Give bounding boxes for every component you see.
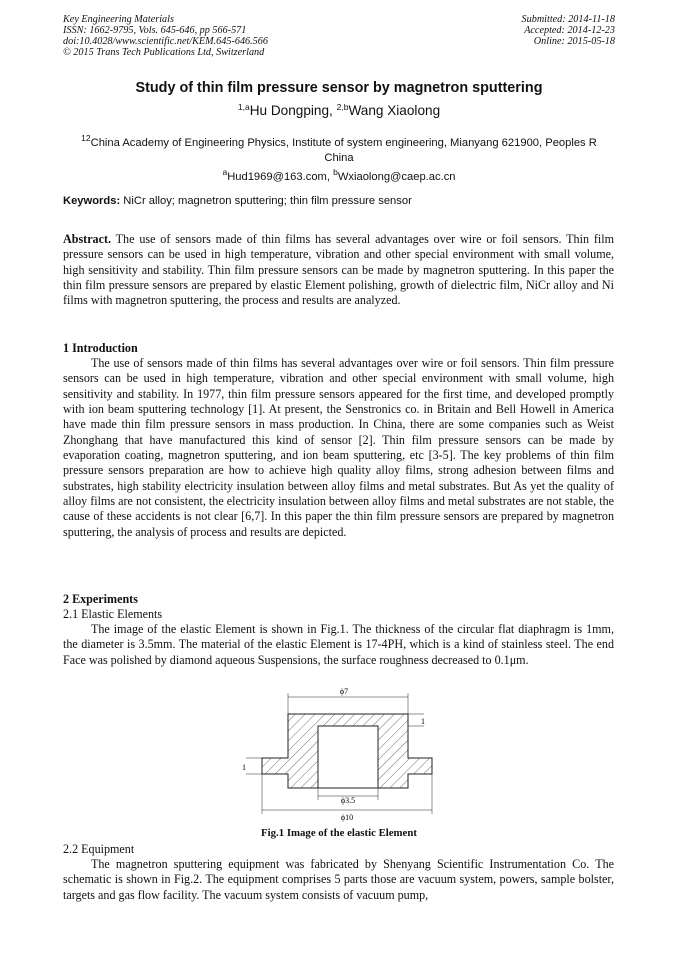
keywords-label: Keywords: xyxy=(63,195,121,207)
section-1-heading: 1 Introduction xyxy=(63,341,138,355)
element-cross-section xyxy=(262,714,432,788)
author-2-name: Wang Xiaolong xyxy=(348,103,441,118)
journal-name: Key Engineering Materials xyxy=(63,14,174,25)
email-b-sup: b xyxy=(333,167,338,177)
date-online: Online: 2015-05-18 xyxy=(533,36,615,47)
date-submitted: Submitted: 2014-11-18 xyxy=(521,14,615,25)
subsection-2-2-text: The magnetron sputtering equipment was fabricated by Shenyang Scientific Instrumentation Co. The schematic is shown in Fig.2. The equipment comprises 5 parts those are vacuum system, powers, sample bolster, targets and gas flow facility. The vacuum system consists of vacuum pump, xyxy=(63,857,614,902)
subsection-2-2-heading: 2.2 Equipment xyxy=(63,842,135,856)
abstract-text: The use of sensors made of thin films has several advantages over wire or foil sensors. Thin film pressure sensors can be used in high temperature, vibration and other special environment with small volume, high sensitivity and stability. Thin film pressure sensors can be made by magnetron sputtering. In this paper the thin film pressure sensors are prepared by elastic Element polishing, growth of dielectric film, NiCr alloy and Ni films with magnetron sputtering, the process and results are analyzed. xyxy=(63,232,614,308)
journal-doi: doi:10.4028/www.scientific.net/KEM.645-646.566 xyxy=(63,36,268,47)
dates-info xyxy=(522,14,615,47)
journal-issn: ISSN: 1662-9795, Vols. 645-646, pp 566-571 xyxy=(63,25,247,36)
paper-title: Study of thin film pressure sensor by magnetron sputtering xyxy=(135,80,543,96)
elastic-element-figure xyxy=(236,684,436,824)
email-a: Hud1969@163.com, xyxy=(227,171,334,183)
author-emails xyxy=(0,167,678,183)
dim-top-label: ϕ7 xyxy=(339,687,349,696)
author-list xyxy=(0,102,678,118)
author-1-sup: 1,a xyxy=(237,102,250,112)
figure-1-caption: Fig.1 Image of the elastic Element xyxy=(261,827,417,839)
dim-left-label: 1 xyxy=(242,763,246,772)
affiliation xyxy=(75,131,603,166)
email-a-sup: a xyxy=(222,167,228,177)
abstract-label: Abstract. xyxy=(63,232,112,246)
date-accepted: Accepted: 2014-12-23 xyxy=(524,25,615,36)
affiliation-sup: 12 xyxy=(81,133,91,143)
subsection-2-1-heading: 2.1 Elastic Elements xyxy=(63,607,163,621)
affiliation-text: China Academy of Engineering Physics, Institute of system engineering, Mianyang 621900, Peoples R China xyxy=(90,137,597,164)
email-b: Wxiaolong@caep.ac.cn xyxy=(337,171,456,183)
section-1-text: The use of sensors made of thin films has several advantages over wire or foil sensors. Thin film pressure sensors can be used in high temperature, vibration and other special environment with small volume, high sensitivity and stability. In 1977, thin film pressure sensors appeared for the first time, and developed promptly with ion beam sputtering technology [1]. At present, the Senstronics co. in Britain and Bell Howell in America have made thin film pressure sensors in mass production. In China, there are some companies such as Weist Zhonghang that have manufactured this kind of sensor [2]. Thin film pressure sensors can be made by evaporation coating, magnetron sputtering, and ion beam sputtering, etc [3-5]. The key problems of thin film pressure sensors preparation are how to achieve high quality alloy films, strong adhesion between films and substrates, high stability electricity insulation between alloy films and metal substrates. But As yet the quality of alloy films are not consistent, the electricity insulation between alloy films and metal substrates are not stable, the cause of these accidents is not clear [6,7]. In this paper the thin film pressure sensors are prepared by magnetron sputtering, the analysis of process and results are depicted. xyxy=(63,356,614,539)
keywords-text: NiCr alloy; magnetron sputtering; thin film pressure sensor xyxy=(120,195,412,207)
journal-copyright: © 2015 Trans Tech Publications Ltd, Switzerland xyxy=(63,47,265,58)
subsection-2-1-text: The image of the elastic Element is shown in Fig.1. The thickness of the circular flat diaphragm is 1mm, the diameter is 3.5mm. The material of the elastic Element is 17-4PH, which is a kind of stainless steel. The end Face was polished by diamond aqueous Suspensions, the surface roughness decreased to 0.1μm. xyxy=(63,622,614,667)
keywords xyxy=(63,195,623,207)
dim-inner-label: ϕ3.5 xyxy=(340,796,356,805)
dim-side-label: 1 xyxy=(421,717,425,726)
abstract xyxy=(63,232,614,309)
author-1-name: Hu Dongping, xyxy=(249,103,333,118)
journal-info xyxy=(63,14,268,58)
author-2-sup: 2,b xyxy=(336,102,349,112)
section-2-heading: 2 Experiments xyxy=(63,592,138,606)
dim-bottom-label: ϕ10 xyxy=(340,813,354,822)
